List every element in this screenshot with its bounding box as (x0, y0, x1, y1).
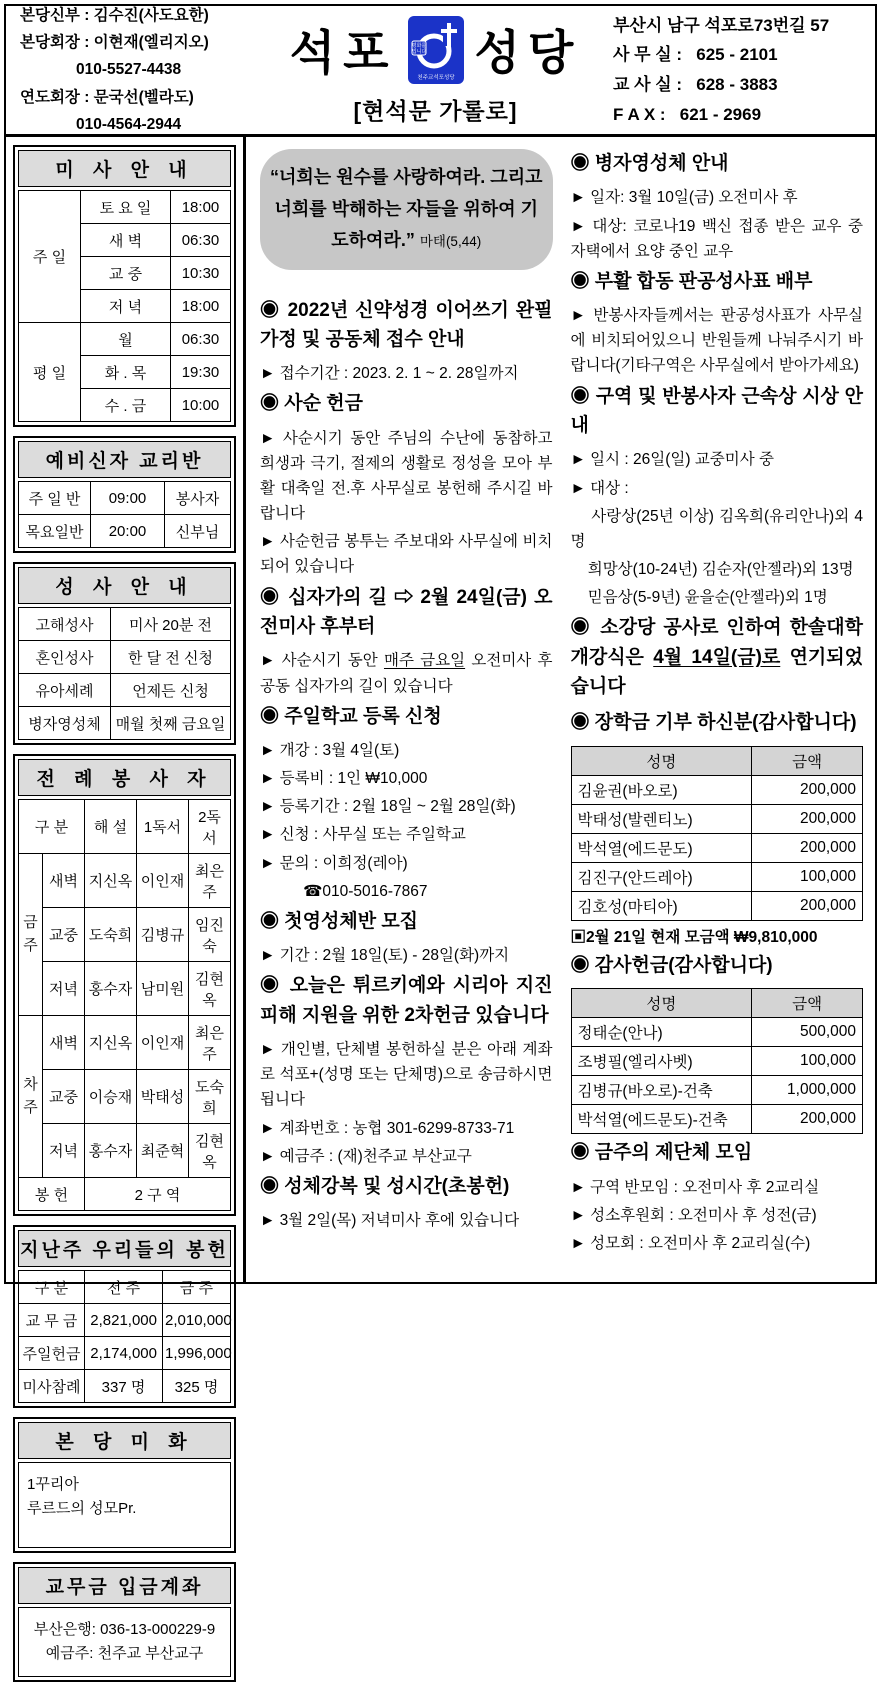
contact-line: 교 사 실 : 628 - 3883 (613, 75, 778, 94)
table-row: 화 . 목 19:30 (19, 356, 231, 389)
contact-line: 부산시 남구 석포로73번길 57 (613, 15, 830, 35)
logo-caption-text: 천주교석포성당 (416, 74, 455, 81)
table-row: 병자영성체 매월 첫째 금요일 (19, 707, 231, 740)
notice-bullet: ► 계좌번호 : 농협 301-6299-8733-71 (260, 1119, 515, 1137)
header (6, 6, 875, 137)
contact-line: 010-5527-4438 (20, 61, 182, 79)
middle-column (260, 149, 557, 1274)
table-row: 유아세례 언제든 신청 (19, 674, 231, 707)
notice-easter-confession-cards (571, 267, 864, 379)
notice-bullet: ► 개강 : 3월 4일(토) (260, 742, 400, 760)
section-last-week-offering (13, 1225, 236, 1408)
notice-bullet: ► 일자: 3월 10일(금) 오전미사 후 (570, 189, 798, 207)
contact-line: 연도회장 : 문국선(벨라도) (20, 88, 194, 106)
notice-bullet: ► 신청 : 사무실 또는 주일학교 (260, 826, 466, 844)
contact-line: F A X : 621 - 2969 (613, 104, 762, 124)
notice-sick-communion (570, 149, 868, 264)
church-logo-icon (407, 15, 465, 85)
gospel-quote-ref: 마태(5,44) (419, 234, 482, 249)
table-row: 교중 이승재 박태성 도숙희 (19, 1070, 231, 1124)
table-row: 김진구(안드레아) 100,000 (571, 862, 863, 891)
notice-bullet: ► 사순시기 동안 주님의 수난에 동참하고 희생과 극기, 절제의 생활로 정성을 모아 부활 대축일 전.후 사무실로 봉헌해 주시길 바랍니다 (260, 429, 557, 523)
table-row: 저녁 홍수자 남미원 김현옥 (19, 962, 231, 1016)
notice-heading: ◉ 첫영성체반 모집 (260, 910, 419, 932)
notice-lent-offering (260, 389, 557, 579)
table-row: 구 분 해 설 1독서 2독서 (19, 800, 231, 854)
table-row: 박석열(에드문도) 200,000 (571, 833, 863, 862)
table-row: 평 일 월 06:30 (19, 323, 231, 356)
table-row: 새 벽 06:30 (19, 224, 231, 257)
sacraments-table (18, 607, 231, 740)
table-row: 주 일 반 09:00 봉사자 (19, 482, 231, 515)
section-title: 전 례 봉 사 자 (18, 759, 231, 796)
notice-bullet: ► 사순시기 동안 매주 금요일 오전미사 후 공동 십자가의 길이 있습니다 (260, 652, 557, 695)
notice-bullet: 사랑상(25년 이상) 김옥희(유리안나)외 4명 (570, 507, 863, 550)
notice-hansol-postponed (571, 613, 864, 701)
catechism-table (18, 481, 231, 548)
section-title: 성 사 안 내 (18, 567, 231, 604)
table-row: 혼인성사 한 달 전 신청 (19, 641, 231, 674)
gospel-quote-text: “너희는 원수를 사랑하여라. 그리고 너희를 박해하는 자들을 위하여 기도하여라.” (270, 167, 543, 250)
notice-benediction (260, 1172, 553, 1234)
table-row: 구 분 전 주 금 주 (19, 1271, 231, 1304)
church-name-right: 성당 (474, 26, 582, 79)
notice-bullet: ► 대상: 코로나19 백신 접종 받은 교우 중 자택에서 요양 중인 교우 (570, 217, 868, 260)
section-title: 미 사 안 내 (18, 150, 231, 187)
notice-heading: ◉ 감사헌금(감사합니다) (570, 954, 773, 976)
section-mass-schedule (13, 145, 236, 427)
table-row: 정태순(안나) 500,000 (571, 1018, 863, 1047)
offering-table (18, 1270, 231, 1403)
header-contact-left (20, 2, 258, 138)
text-line: 부산은행: 036-13-000229-9 (33, 1621, 216, 1638)
notice-bullet: ► 등록비 : 1인 ₩10,000 (260, 770, 428, 788)
table-row: 주 일 토 요 일 18:00 (19, 191, 231, 224)
notice-heading: ◉ 병자영성체 안내 (570, 153, 729, 174)
notice-sunday-school (260, 702, 553, 904)
notice-bullet: ► 등록기간 : 2월 18일 ~ 2월 28일(화) (260, 798, 516, 816)
table-row: 교 중 10:30 (19, 257, 231, 290)
notice-bullet: ► 구역 반모임 : 오전미사 후 2교리실 (570, 1178, 820, 1196)
notice-bible-writing (260, 296, 553, 387)
contact-line: 본당회장 : 이현재(엘리지오) (20, 34, 209, 52)
notice-bullet: ► 접수기간 : 2023. 2. 1 ~ 2. 28일까지 (260, 365, 519, 383)
table-row: 박태성(발렌티노) 200,000 (571, 804, 863, 833)
table-row: 조병필(엘리사벳) 100,000 (571, 1047, 863, 1076)
notice-first-communion (260, 907, 553, 969)
logo-badge-text: 평화를 (411, 42, 426, 49)
notice-bullet: ☎010-5016-7867 (260, 882, 428, 900)
church-subtitle: [현석문 가롤로] (353, 97, 518, 124)
table-row: 미사참례 337 명 325 명 (19, 1370, 231, 1403)
table-row: 교 무 금 2,821,000 2,010,000 (19, 1304, 231, 1337)
contact-line: 010-4564-2944 (20, 115, 182, 133)
content-area (246, 137, 875, 1282)
notice-bullet: 희망상(10-24년) 김순자(안젤라)외 13명 (570, 560, 854, 578)
notice-heading: ◉ 십자가의 길 ⇨ 2월 24일(금) 오전미사 후부터 (260, 586, 553, 638)
notice-bullet: ► 개인별, 단체별 봉헌하실 분은 아래 계좌로 석포+(성명 또는 단체명)으로 송금하시면 됩니다 (260, 1041, 557, 1109)
table-row: 차주 새벽 지신옥 이인재 최은주 (19, 1016, 231, 1070)
notice-thanks-offering (571, 951, 864, 1134)
notice-bullet: ► 기간 : 2월 18일(토) - 28일(화)까지 (260, 947, 510, 965)
thanks-offering-table (571, 988, 864, 1134)
section-title: 예비신자 교리반 (18, 441, 231, 478)
table-row: 박석열(에드문도)-건축 200,000 (571, 1105, 863, 1134)
table-row: 주일헌금 2,174,000 1,996,000 (19, 1337, 231, 1370)
left-column (6, 137, 246, 1662)
notice-bullet: ► 문의 : 이희정(레아) (260, 854, 408, 872)
notice-bullet: ► 반봉사자들께서는 판공성사표가 사무실에 비치되어있으니 반원들께 나눠주시기 바랍니다(기타구역은 사무실에서 받아가세요) (570, 307, 863, 375)
contact-line: 본당신부 : 김수진(사도요한) (20, 7, 209, 25)
table-row: 목요일반 20:00 신부님 (19, 515, 231, 548)
underlined-text: 매주 금요일 (383, 652, 466, 670)
section-title: 지난주 우리들의 봉헌 (18, 1230, 231, 1267)
section-title: 교무금 입금계좌 (18, 1567, 231, 1604)
notice-group-meetings (571, 1138, 864, 1256)
main-area (6, 137, 875, 1662)
notice-heading: ◉ 구역 및 반봉사자 근속상 시상 안내 (570, 385, 863, 436)
notice-bullet: ► 대상 : (570, 479, 629, 497)
notice-way-of-cross (260, 583, 557, 699)
church-name-left: 석포 (289, 26, 397, 79)
notice-bullet: ► 사순헌금 봉투는 주보대와 사무실에 비치되어 있습니다 (260, 533, 553, 576)
fund-total-note: ▣2월 21일 현재 모금액 ₩9,810,000 (570, 928, 818, 946)
table-row: 저녁 홍수자 최준혁 김현옥 (19, 1124, 231, 1178)
section-parish-beauty (13, 1417, 236, 1553)
table-row: 김호성(마티아) 200,000 (571, 891, 863, 920)
svg-text:빕니다: 빕니다 (411, 48, 426, 55)
notice-scholarship-donors (571, 708, 864, 946)
notice-bullet: ► 예금주 : (재)천주교 부산교구 (260, 1147, 472, 1165)
text-line: 1꾸리아 (27, 1476, 79, 1493)
notice-second-collection (260, 971, 557, 1168)
parish-beauty-body (18, 1462, 231, 1548)
table-row: 김윤권(바오로) 200,000 (571, 775, 863, 804)
table-row: 교중 도숙희 김병규 임진숙 (19, 908, 231, 962)
notice-bullet: ► 3월 2일(목) 저녁미사 후에 있습니다 (260, 1212, 520, 1230)
text-line: 예금주: 천주교 부산교구 (45, 1645, 204, 1662)
scholarship-table (571, 746, 864, 921)
section-title: 본 당 미 화 (18, 1422, 231, 1459)
notice-bullet: ► 일시 : 26일(일) 교중미사 중 (570, 451, 775, 469)
table-row: 봉 헌 2 구 역 (19, 1178, 231, 1211)
header-title-block (258, 15, 613, 126)
table-row: 김병규(바오로)-건축 1,000,000 (571, 1076, 863, 1105)
table-row: 저 녁 18:00 (19, 290, 231, 323)
section-sacraments (13, 562, 236, 745)
notice-heading: ◉ 오늘은 튀르키예와 시리아 지진피해 지원을 위한 2차헌금 있습니다 (260, 975, 553, 1026)
table-header-row: 성명 금액 (571, 989, 863, 1018)
notice-heading: ◉ 주일학교 등록 신청 (260, 705, 442, 727)
notice-heading: ◉ 금주의 제단체 모임 (570, 1142, 753, 1164)
notice-bullet: ► 성모회 : 오전미사 후 2교리실(수) (570, 1234, 811, 1252)
section-liturgy-servers (13, 754, 236, 1216)
liturgy-table (18, 799, 231, 1211)
contact-line: 사 무 실 : 625 - 2101 (613, 45, 778, 65)
table-row: 금주 새벽 지신옥 이인재 최은주 (19, 854, 231, 908)
table-row: 수 . 금 10:00 (19, 389, 231, 422)
underlined-text: 4월 14일(금)로 (653, 646, 781, 668)
table-header-row: 성명 금액 (571, 746, 863, 775)
mass-schedule-table (18, 190, 231, 422)
page-frame (4, 4, 877, 1662)
notice-heading: ◉ 2022년 신약성경 이어쓰기 완필 가정 및 공동체 접수 안내 (260, 299, 553, 350)
notice-bullet: ► 성소후원회 : 오전미사 후 성전(금) (570, 1206, 817, 1224)
notice-heading: ◉ 사순 헌금 (260, 393, 363, 415)
deposit-account-body (18, 1607, 231, 1677)
table-row: 고해성사 미사 20분 전 (19, 608, 231, 641)
header-contact-right (613, 11, 865, 130)
notice-bullet: 믿음상(5-9년) 윤을순(안젤라)외 1명 (570, 588, 828, 606)
notice-service-awards (571, 382, 864, 611)
notice-heading: ◉ 성체강복 및 성시간(초봉헌) (260, 1175, 510, 1197)
right-column (570, 149, 868, 1274)
gospel-quote (260, 149, 553, 270)
notice-heading: ◉ 소강당 공사로 인하여 한솔대학 개강식은 4월 14일(금)로 연기되었습니다 (570, 617, 863, 697)
notice-heading: ◉ 부활 합동 판공성사표 배부 (570, 270, 813, 292)
text-line: 루르드의 성모Pr. (27, 1500, 137, 1517)
section-catechism (13, 436, 236, 553)
notice-heading: ◉ 장학금 기부 하신분(감사합니다) (570, 712, 857, 734)
section-deposit-account (13, 1562, 236, 1682)
